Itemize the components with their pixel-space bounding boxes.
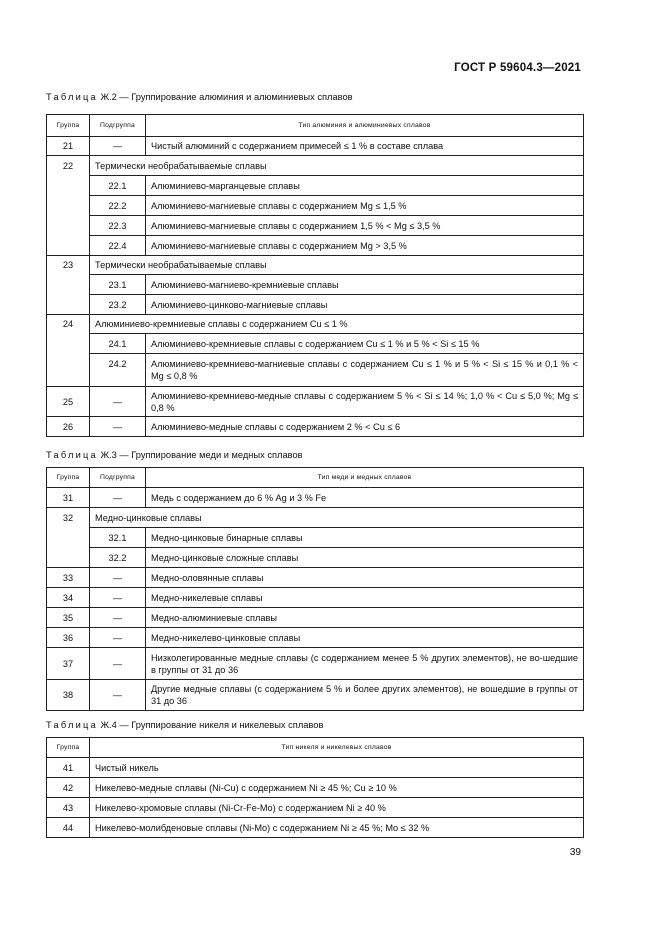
table-row <box>47 275 584 295</box>
table-row <box>47 315 584 334</box>
cell-type: Другие медные сплавы (с содержанием 5 % и более других элементов), не вошедшие в группы от 31 до 36 <box>146 680 584 711</box>
cell-type: Алюминиево-цинково-магниевые сплавы <box>146 295 584 315</box>
col-header-type: Тип никеля и никелевых сплавов <box>90 738 584 758</box>
table-row <box>47 488 584 508</box>
cell-group: 41 <box>47 758 90 778</box>
cell-group: 33 <box>47 568 90 588</box>
cell-subgroup: — <box>90 387 146 417</box>
cell-type: Алюминиево-магниевые сплавы с содержанием Mg ≤ 1,5 % <box>146 196 584 216</box>
cell-type: Алюминиево-кремниево-магниевые сплавы с содержанием Cu ≤ 1 % и 5 % < Si ≤ 15 % и 0,1 % < Mg ≤ 0,8 % <box>146 354 584 387</box>
cell-group-empty <box>47 275 90 295</box>
table-zh4-header-row <box>47 738 584 758</box>
table-zh2-caption-text: Ж.2 — Группирование алюминия и алюминиевых сплавов <box>100 92 353 102</box>
table-row <box>47 256 584 275</box>
table-zh4 <box>46 737 584 838</box>
cell-subgroup: — <box>90 417 146 437</box>
table-row <box>47 334 584 354</box>
cell-type: Чистый алюминий с содержанием примесей ≤ 1 % в составе сплава <box>146 137 584 156</box>
cell-group-title: Алюминиево-кремниевые сплавы с содержанием Cu ≤ 1 % <box>90 315 584 334</box>
table-row <box>47 137 584 156</box>
cell-group-empty <box>47 176 90 196</box>
cell-group: 43 <box>47 798 90 818</box>
table-zh3-caption <box>46 450 303 460</box>
cell-subgroup: 24.1 <box>90 334 146 354</box>
cell-subgroup: 22.4 <box>90 236 146 256</box>
table-row <box>47 295 584 315</box>
cell-subgroup: — <box>90 588 146 608</box>
table-row <box>47 548 584 568</box>
cell-group: 35 <box>47 608 90 628</box>
cell-group-empty <box>47 334 90 354</box>
cell-group: 32 <box>47 508 90 528</box>
cell-type: Алюминиево-медные сплавы с содержанием 2 % < Cu ≤ 6 <box>146 417 584 437</box>
table-row <box>47 568 584 588</box>
cell-type: Алюминиево-магниевые сплавы с содержанием 1,5 % < Mg ≤ 3,5 % <box>146 216 584 236</box>
cell-subgroup: 22.3 <box>90 216 146 236</box>
cell-group: 26 <box>47 417 90 437</box>
cell-group-empty <box>47 216 90 236</box>
col-header-type: Тип меди и медных сплавов <box>146 468 584 488</box>
cell-subgroup: 32.2 <box>90 548 146 568</box>
cell-type: Алюминиево-магниево-кремниевые сплавы <box>146 275 584 295</box>
cell-group-title: Термически необрабатываемые сплавы <box>90 256 584 275</box>
table-zh2-caption-label: Таблица <box>46 92 98 102</box>
cell-group-empty <box>47 528 90 548</box>
cell-type: Медно-цинковые сложные сплавы <box>146 548 584 568</box>
table-zh2-caption <box>46 92 353 102</box>
cell-group: 38 <box>47 680 90 711</box>
cell-group: 36 <box>47 628 90 648</box>
col-header-subgroup: Подгруппа <box>90 115 146 137</box>
table-zh3-caption-text: Ж.3 — Группирование меди и медных сплавов <box>100 450 303 460</box>
cell-type: Медно-алюминиевые сплавы <box>146 608 584 628</box>
cell-group: 31 <box>47 488 90 508</box>
cell-subgroup: — <box>90 608 146 628</box>
cell-subgroup: — <box>90 137 146 156</box>
table-row <box>47 387 584 417</box>
cell-type: Низколегированные медные сплавы (с содержанием менее 5 % других элементов), не во-шедшие в группы от 31 до 36 <box>146 648 584 680</box>
cell-subgroup: 22.1 <box>90 176 146 196</box>
cell-group: 37 <box>47 648 90 680</box>
cell-group: 42 <box>47 778 90 798</box>
table-zh2-header-row <box>47 115 584 137</box>
table-row <box>47 798 584 818</box>
cell-group-empty <box>47 548 90 568</box>
col-header-group: Группа <box>47 468 90 488</box>
cell-group-title: Термически необрабатываемые сплавы <box>90 156 584 176</box>
table-row <box>47 417 584 437</box>
cell-type: Медь с содержанием до 6 % Ag и 3 % Fe <box>146 488 584 508</box>
cell-type: Алюминиево-кремниево-медные сплавы с содержанием 5 % < Si ≤ 14 %; 1,0 % < Cu ≤ 5,0 %; Mg ≤ 0,8 % <box>146 387 584 417</box>
table-row <box>47 608 584 628</box>
table-row <box>47 216 584 236</box>
table-row <box>47 628 584 648</box>
table-zh3 <box>46 467 584 711</box>
cell-group-title: Медно-цинковые сплавы <box>90 508 584 528</box>
table-row <box>47 818 584 838</box>
cell-group: 23 <box>47 256 90 275</box>
table-zh4-caption <box>46 720 323 730</box>
cell-type: Никелево-медные сплавы (Ni-Cu) с содержанием Ni ≥ 45 %; Cu ≥ 10 % <box>90 778 584 798</box>
table-row <box>47 156 584 176</box>
cell-group-empty <box>47 354 90 387</box>
cell-type: Алюминиево-магниевые сплавы с содержанием Mg > 3,5 % <box>146 236 584 256</box>
cell-subgroup: — <box>90 488 146 508</box>
cell-type: Алюминиево-кремниевые сплавы с содержанием Cu ≤ 1 % и 5 % < Si ≤ 15 % <box>146 334 584 354</box>
table-row <box>47 758 584 778</box>
cell-group: 34 <box>47 588 90 608</box>
cell-type: Медно-никелевые сплавы <box>146 588 584 608</box>
table-row <box>47 588 584 608</box>
cell-subgroup: — <box>90 680 146 711</box>
col-header-type: Тип алюминия и алюминиевых сплавов <box>146 115 584 137</box>
cell-subgroup: — <box>90 568 146 588</box>
cell-type: Алюминиево-марганцевые сплавы <box>146 176 584 196</box>
col-header-group: Группа <box>47 738 90 758</box>
col-header-group: Группа <box>47 115 90 137</box>
cell-group-empty <box>47 295 90 315</box>
cell-group: 22 <box>47 156 90 176</box>
cell-subgroup: 23.2 <box>90 295 146 315</box>
cell-group-empty <box>47 196 90 216</box>
table-zh3-header-row <box>47 468 584 488</box>
table-row <box>47 176 584 196</box>
table-zh4-caption-label: Таблица <box>46 720 98 730</box>
cell-subgroup: — <box>90 648 146 680</box>
table-row <box>47 778 584 798</box>
cell-subgroup: 23.1 <box>90 275 146 295</box>
table-row <box>47 680 584 711</box>
table-row <box>47 354 584 387</box>
cell-type: Никелево-молибденовые сплавы (Ni-Mo) с содержанием Ni ≥ 45 %; Mo ≤ 32 % <box>90 818 584 838</box>
table-row <box>47 236 584 256</box>
cell-type: Чистый никель <box>90 758 584 778</box>
cell-subgroup: 24.2 <box>90 354 146 387</box>
cell-group-empty <box>47 236 90 256</box>
table-zh3-caption-label: Таблица <box>46 450 98 460</box>
table-row <box>47 528 584 548</box>
table-zh2 <box>46 114 584 437</box>
cell-subgroup: 32.1 <box>90 528 146 548</box>
col-header-subgroup: Подгруппа <box>90 468 146 488</box>
cell-type: Медно-цинковые бинарные сплавы <box>146 528 584 548</box>
table-row <box>47 648 584 680</box>
cell-subgroup: — <box>90 628 146 648</box>
cell-subgroup: 22.2 <box>90 196 146 216</box>
table-row <box>47 508 584 528</box>
cell-group: 25 <box>47 387 90 417</box>
cell-type: Медно-оловянные сплавы <box>146 568 584 588</box>
cell-group: 21 <box>47 137 90 156</box>
page-number: 39 <box>569 847 581 858</box>
table-row <box>47 196 584 216</box>
cell-type: Никелево-хромовые сплавы (Ni-Cr-Fe-Mo) с содержанием Ni ≥ 40 % <box>90 798 584 818</box>
cell-group: 44 <box>47 818 90 838</box>
table-zh4-caption-text: Ж.4 — Группирование никеля и никелевых сплавов <box>100 720 324 730</box>
cell-group: 24 <box>47 315 90 334</box>
document-code: ГОСТ Р 59604.3—2021 <box>454 62 581 74</box>
cell-type: Медно-никелево-цинковые сплавы <box>146 628 584 648</box>
